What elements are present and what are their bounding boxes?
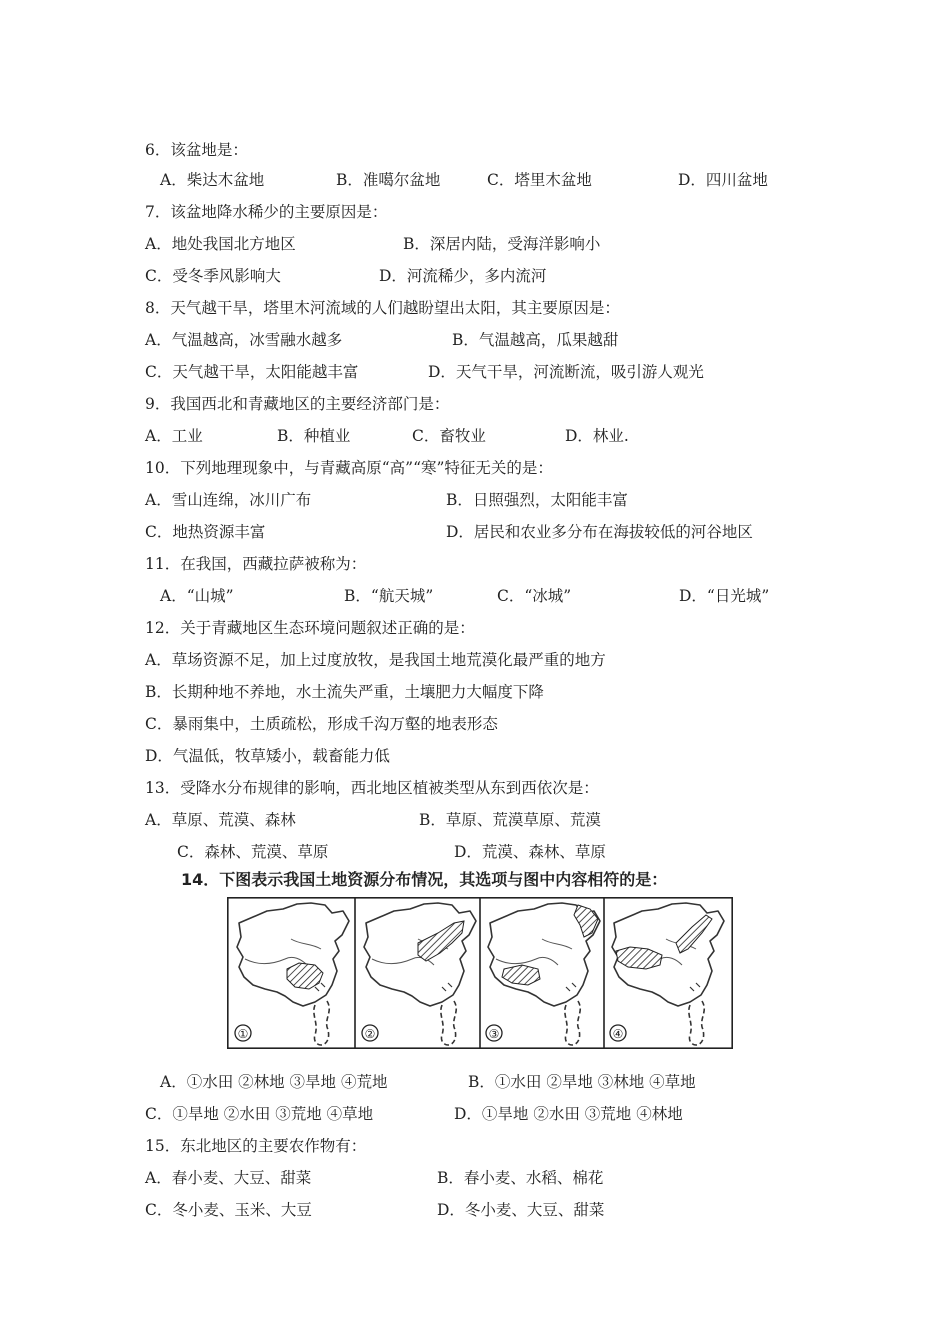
q15-option-d: D．冬小麦、大豆、甜菜 bbox=[437, 1201, 605, 1219]
q15-option-c: C．冬小麦、玉米、大豆 bbox=[145, 1201, 312, 1219]
q9-option-c: C．畜牧业 bbox=[412, 427, 486, 445]
q8-option-d: D．天气干旱，河流断流，吸引游人观光 bbox=[428, 363, 704, 381]
q15-stem: 15．东北地区的主要农作物有： bbox=[145, 1137, 367, 1155]
q9-option-b: B．种植业 bbox=[277, 427, 351, 445]
q8-option-a: A．气温越高，冰雪融水越多 bbox=[145, 331, 343, 349]
q6-option-c: C．塔里木盆地 bbox=[487, 171, 592, 189]
q6-option-b: B．准噶尔盆地 bbox=[336, 171, 441, 189]
q7-option-a: A．地处我国北方地区 bbox=[145, 235, 296, 253]
q12-option-a: A．草场资源不足，加上过度放牧，是我国土地荒漠化最严重的地方 bbox=[145, 651, 606, 669]
q15-option-b: B．春小麦、水稻、棉花 bbox=[437, 1169, 604, 1187]
q8-option-b: B．气温越高，瓜果越甜 bbox=[452, 331, 619, 349]
q11-option-b: B．“航天城” bbox=[344, 587, 434, 605]
q11-option-d: D．“日光城” bbox=[679, 587, 770, 605]
q9-stem: 9．我国西北和青藏地区的主要经济部门是： bbox=[145, 395, 450, 413]
q10-option-d: D．居民和农业多分布在海拔较低的河谷地区 bbox=[446, 523, 753, 541]
q13-option-d: D．荒漠、森林、草原 bbox=[454, 843, 606, 861]
q14-option-a: A．①水田 ②林地 ③旱地 ④荒地 bbox=[160, 1073, 388, 1091]
q10-option-c: C．地热资源丰富 bbox=[145, 523, 266, 541]
q9-option-a: A．工业 bbox=[145, 427, 203, 445]
q9-option-d: D．林业. bbox=[565, 427, 629, 445]
q13-option-a: A．草原、荒漠、森林 bbox=[145, 811, 296, 829]
q8-option-c: C．天气越干旱，太阳能越丰富 bbox=[145, 363, 359, 381]
map-label-1: ① bbox=[237, 1027, 249, 1041]
q14-option-b: B．①水田 ②旱地 ③林地 ④草地 bbox=[468, 1073, 696, 1091]
q13-option-c: C．森林、荒漠、草原 bbox=[177, 843, 329, 861]
q14-stem: 14．下图表示我国土地资源分布情况，其选项与图中内容相符的是： bbox=[181, 870, 668, 889]
land-resource-map-figure bbox=[227, 897, 733, 1049]
q13-stem: 13．受降水分布规律的影响，西北地区植被类型从东到西依次是： bbox=[145, 779, 599, 797]
q7-stem: 7．该盆地降水稀少的主要原因是： bbox=[145, 203, 388, 221]
map-label-2: ② bbox=[364, 1027, 376, 1041]
q15-option-a: A．春小麦、大豆、甜菜 bbox=[145, 1169, 312, 1187]
q11-stem: 11．在我国，西藏拉萨被称为： bbox=[145, 555, 367, 573]
q6-option-d: D．四川盆地 bbox=[678, 171, 768, 189]
q7-option-c: C．受冬季风影响大 bbox=[145, 267, 281, 285]
q12-option-d: D．气温低，牧草矮小，载畜能力低 bbox=[145, 747, 390, 765]
q7-option-b: B．深居内陆，受海洋影响小 bbox=[403, 235, 601, 253]
q12-option-b: B．长期种地不养地，水土流失严重，土壤肥力大幅度下降 bbox=[145, 683, 544, 701]
q11-option-c: C．“冰城” bbox=[497, 587, 572, 605]
q10-option-b: B．日照强烈，太阳能丰富 bbox=[446, 491, 628, 509]
q6-stem: 6．该盆地是： bbox=[145, 141, 248, 159]
q12-stem: 12．关于青藏地区生态环境问题叙述正确的是： bbox=[145, 619, 475, 637]
q10-stem: 10．下列地理现象中，与青藏高原“高”“寒”特征无关的是： bbox=[145, 459, 553, 477]
q13-option-b: B．草原、荒漠草原、荒漠 bbox=[419, 811, 601, 829]
q7-option-d: D．河流稀少，多内流河 bbox=[379, 267, 547, 285]
q10-option-a: A．雪山连绵，冰川广布 bbox=[145, 491, 312, 509]
q14-option-d: D．①旱地 ②水田 ③荒地 ④林地 bbox=[454, 1105, 683, 1123]
q8-stem: 8．天气越干旱，塔里木河流域的人们越盼望出太阳，其主要原因是： bbox=[145, 299, 620, 317]
q12-option-c: C．暴雨集中，土质疏松，形成千沟万壑的地表形态 bbox=[145, 715, 498, 733]
q6-option-a: A．柴达木盆地 bbox=[160, 171, 265, 189]
map-label-4: ④ bbox=[612, 1027, 624, 1041]
q14-option-c: C．①旱地 ②水田 ③荒地 ④草地 bbox=[145, 1105, 374, 1123]
map-label-3: ③ bbox=[488, 1027, 500, 1041]
q11-option-a: A．“山城” bbox=[160, 587, 234, 605]
